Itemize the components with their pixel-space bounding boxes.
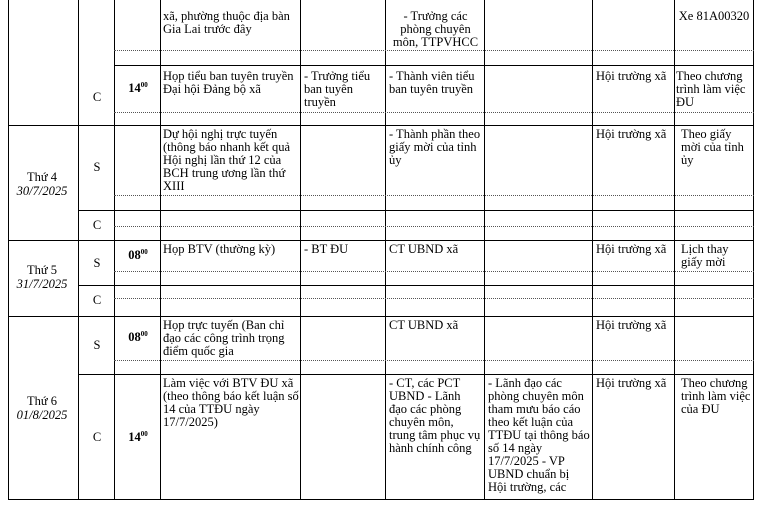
row-divider — [78, 374, 754, 375]
col-divider — [592, 0, 593, 500]
schedule-table — [8, 0, 754, 500]
row-divider — [8, 125, 754, 126]
row-divider — [8, 316, 754, 317]
col-divider — [300, 0, 301, 500]
dotted-divider — [114, 298, 754, 299]
session-label: C — [92, 293, 102, 307]
content-cell: xã, phường thuộc địa bàn Gia Lai trước đây — [163, 9, 290, 36]
content-cell: Họp trực tuyến (Ban chỉ đạo các công trình trọng điểm quốc gia — [163, 318, 285, 358]
col-divider — [674, 0, 675, 500]
participants-cell: - Trưởng các phòng chuyên môn, TTPVHCC — [392, 9, 479, 49]
session-label: C — [92, 218, 102, 232]
content-cell: Họp tiểu ban tuyên truyền Đại hội Đảng bộ xã — [163, 69, 294, 96]
note-cell: Xe 81A00320 — [678, 9, 750, 23]
table-border-left — [8, 0, 9, 500]
lead-cell: - Trưởng tiểu ban tuyên truyền — [304, 69, 371, 109]
participants-cell: - Thành phần theo giấy mời của tỉnh ủy — [389, 127, 481, 167]
col-divider — [78, 0, 79, 500]
day-label — [8, 394, 76, 422]
place-cell: Hội trường xã — [596, 318, 667, 332]
dotted-divider — [114, 50, 754, 51]
dotted-divider — [114, 195, 754, 196]
day-name: Thứ 5 — [26, 263, 58, 277]
table-border-right — [753, 0, 754, 500]
dotted-divider — [114, 360, 754, 361]
session-label: S — [93, 256, 101, 270]
day-label — [8, 263, 76, 291]
row-divider — [78, 285, 754, 286]
session-label: C — [92, 430, 102, 444]
place-cell: Hội trường xã — [596, 69, 667, 83]
time-label: $14^{00}$ — [128, 81, 148, 95]
dotted-divider — [114, 112, 754, 113]
participants-cell: CT UBND xã — [389, 242, 459, 256]
col-divider — [385, 0, 386, 500]
note-cell: Theo giấy mời của tỉnh ủy — [681, 127, 744, 167]
time-label: $08^{00}$ — [128, 248, 148, 262]
note-cell: Theo chương trình làm việc ĐU — [676, 69, 746, 109]
content-cell: Làm việc với BTV ĐU xã (theo thông báo kết luận số 14 của TTĐU ngày 17/7/2025) — [163, 376, 299, 429]
time-label: $14^{00}$ — [128, 430, 148, 444]
day-label — [8, 170, 76, 198]
time-label: $08^{00}$ — [128, 330, 148, 344]
session-label: C — [92, 90, 102, 104]
place-cell: Hội trường xã — [596, 376, 667, 390]
day-date: 01/8/2025 — [16, 408, 68, 422]
participants-cell: CT UBND xã — [389, 318, 459, 332]
table-border-bottom — [8, 499, 754, 500]
day-name: Thứ 6 — [26, 394, 58, 408]
note-cell: Lịch thay giấy mời — [681, 242, 729, 269]
note-cell: Theo chương trình làm việc của ĐU — [681, 376, 751, 416]
prep-cell: - Lãnh đạo các phòng chuyên môn tham mưu báo cáo theo kết luận của TTĐU tại thông báo số 14 ngày 17/7/2025 - VP UBND chuẩn bị Hội trường, các — [488, 377, 590, 494]
place-cell: Hội trường xã — [596, 242, 667, 256]
row-divider — [114, 65, 754, 66]
participants-cell: - Thành viên tiểu ban tuyên truyền — [389, 69, 475, 96]
col-divider — [484, 0, 485, 500]
place-cell: Hội trường xã — [596, 127, 667, 141]
participants-cell: - CT, các PCT UBND - Lãnh đạo các phòng chuyên môn, trung tâm phục vụ hành chính công — [389, 376, 481, 455]
dotted-divider — [114, 226, 754, 227]
content-cell: Họp BTV (thường kỳ) — [163, 242, 276, 256]
lead-cell: - BT ĐU — [304, 242, 349, 256]
day-name: Thứ 4 — [26, 170, 58, 184]
content-cell: Dự hội nghị trực tuyến (thông báo nhanh kết quả Hội nghị lần thứ 12 của BCH trung ương lần thứ XIII — [163, 127, 291, 193]
row-divider — [78, 210, 754, 211]
dotted-divider — [114, 271, 754, 272]
row-divider — [8, 240, 754, 241]
session-label: S — [93, 338, 101, 352]
day-date: 31/7/2025 — [16, 277, 68, 291]
session-label: S — [93, 160, 101, 174]
day-date: 30/7/2025 — [16, 184, 68, 198]
